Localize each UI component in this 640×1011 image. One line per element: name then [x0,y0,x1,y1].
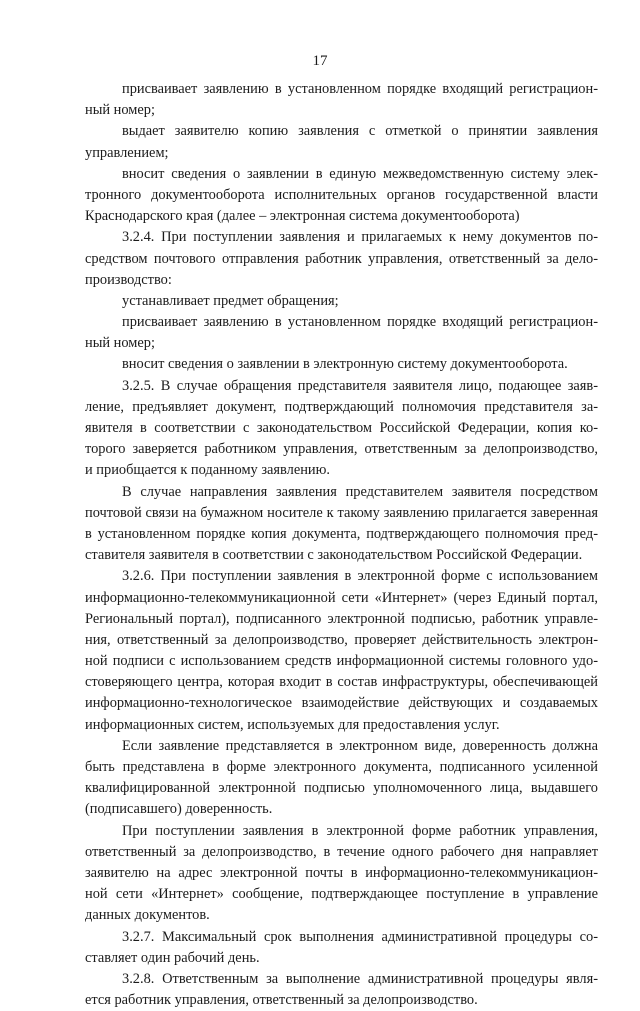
text-line: заявителю на адрес электронной почты в информационно-телекоммуникацион- [85,864,598,881]
text-line: 3.2.4. При поступлении заявления и прилагаемых к нему документов по- [122,229,598,246]
text-line: ответственный за делопроизводство, в течение одного рабочего дня направляет [85,843,598,860]
text-line: ной подписи с использованием средств информационной системы головного удо- [85,653,598,670]
text-line: ется работник управления, ответственный за делопроизводство. [85,992,478,1009]
text-line: выдает заявителю копию заявления с отметкой о принятии заявления [122,123,598,140]
text-line: Краснодарского края (далее – электронная система документооборота) [85,208,520,225]
text-line: ставителя заявителя в соответствии с законодательством Российской Федерации. [85,547,583,564]
text-line: управлением; [85,144,169,161]
text-line: ный номер; [85,102,155,119]
text-line: данных документов. [85,907,210,924]
text-line: При поступлении заявления в электронной форме работник управления, [122,822,598,839]
document-body [85,79,598,1011]
text-line: ния, ответственный за делопроизводство, проверяет действительность электрон- [85,631,598,648]
text-line: информационно-телекоммуникационной сети «Интернет» (через Единый портал, [85,589,598,606]
text-line: явителя в соответствии с законодательством Российской Федерации, копия ко- [85,420,598,436]
text-line: 3.2.8. Ответственным за выполнение административной процедуры явля- [122,970,598,987]
text-line: торого заверяется работником управления, ответственным за делопроизводство, [85,441,598,458]
text-line: Региональный портал), подписанного электронной подписью, работник управле- [85,610,598,627]
page-number: 17 [312,53,328,69]
text-line: 3.2.5. В случае обращения представителя заявителя лицо, подающее заяв- [122,377,598,394]
text-line: вносит сведения о заявлении в электронную систему документооборота. [122,356,568,373]
text-line: стоверяющего центра, которая входит в состав инфраструктуры, обеспечивающей [85,674,598,691]
text-line: присваивает заявлению в установленном порядке входящий регистрацион- [122,81,598,97]
text-line: вносит сведения о заявлении в единую межведомственную систему элек- [122,165,598,182]
text-line: тронного документооборота исполнительных органов государственной власти [85,186,598,203]
text-line: ной сети «Интернет» сообщение, подтверждающее поступление в управление [85,886,598,903]
text-line: ставляет один рабочий день. [85,949,260,966]
text-line: 3.2.6. При поступлении заявления в электронной форме с использованием [122,568,598,585]
text-line: быть представлена в форме электронного документа, подписанного усиленной [85,759,598,775]
text-line: ный номер; [85,335,155,352]
text-line: присваивает заявлению в установленном порядке входящий регистрацион- [122,314,598,331]
text-line: почтовой связи на бумажном носителе к такому заявлению прилагается заверенная [85,504,598,521]
text-line: производство: [85,271,172,288]
text-line: в установленном порядке копия документа, подтверждающего полномочия пред- [85,525,598,542]
text-line: квалифицированной электронной подписью уполномоченного лица, выдавшего [85,780,598,797]
text-line: В случае направления заявления представителем заявителя посредством [122,483,598,500]
text-line: Если заявление представляется в электронном виде, доверенность должна [122,737,598,754]
text-line: ление, предъявляет документ, подтверждающий полномочия представителя за- [85,398,598,415]
text-line: информационно-технологическое взаимодействие действующих и создаваемых [85,695,598,712]
text-line: (подписавшего) доверенность. [85,801,273,818]
text-line: устанавливает предмет обращения; [122,292,339,309]
text-line: 3.2.7. Максимальный срок выполнения административной процедуры со- [122,928,598,945]
text-line: информационных систем, используемых для предоставления услуг. [85,716,500,733]
text-line: средством почтового отправления работник управления, ответственный за дело- [85,250,598,267]
text-line: и приобщается к поданному заявлению. [85,462,330,479]
